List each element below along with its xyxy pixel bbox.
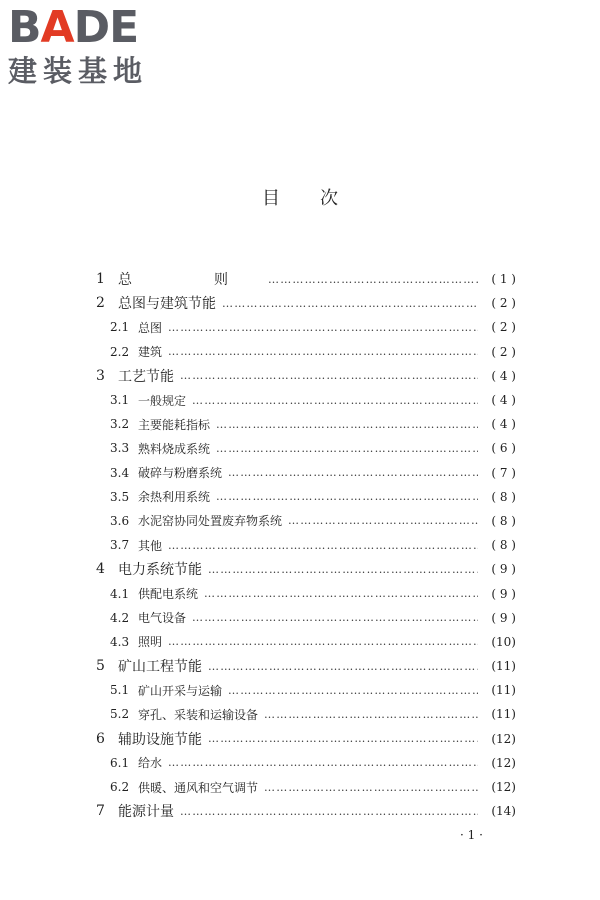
- toc-label: 其他: [138, 538, 163, 553]
- toc-label: 工艺节能: [118, 368, 174, 385]
- toc-page: ( 1 ): [491, 272, 516, 287]
- toc-number: 5.1: [110, 683, 130, 698]
- toc-page: (12): [491, 731, 516, 746]
- logo-subtitle: 建装基地: [8, 54, 149, 88]
- toc-page: (12): [491, 780, 516, 795]
- toc-page: ( 9 ): [491, 562, 516, 577]
- toc-label: 总 则: [118, 272, 262, 289]
- page-number: · 1 ·: [460, 828, 483, 842]
- toc-leader-dots: [268, 273, 478, 286]
- toc-number: 2.1: [110, 320, 130, 335]
- toc-number: 6: [96, 730, 105, 747]
- toc-label: 给水: [138, 756, 163, 771]
- toc-label: 电气设备: [138, 611, 187, 626]
- toc-number: 3.3: [110, 441, 130, 456]
- toc-label: 辅助设施节能: [118, 731, 202, 748]
- toc-page: ( 8 ): [491, 538, 516, 553]
- toc-leader-dots: [208, 732, 478, 745]
- toc-number: 3.5: [110, 489, 130, 504]
- toc-leader-dots: [228, 466, 478, 479]
- toc-page: ( 4 ): [491, 417, 516, 432]
- toc-label: 熟料烧成系统: [138, 441, 211, 456]
- toc-leader-dots: [192, 611, 478, 624]
- toc-number: 5: [96, 658, 105, 675]
- toc-number: 6.2: [110, 780, 130, 795]
- toc-entry[interactable]: [96, 412, 516, 436]
- toc-page: ( 2 ): [491, 320, 516, 335]
- toc-number: 3: [96, 367, 105, 384]
- toc-entry[interactable]: [96, 388, 516, 412]
- toc-leader-dots: [208, 563, 478, 576]
- toc-entry[interactable]: [96, 267, 516, 291]
- toc-page: (11): [491, 707, 516, 722]
- toc-entry[interactable]: [96, 485, 516, 509]
- toc-page: ( 8 ): [491, 489, 516, 504]
- toc-leader-dots: [180, 805, 478, 818]
- toc-entry[interactable]: [96, 775, 516, 799]
- toc-page: ( 7 ): [491, 465, 516, 480]
- toc-entry[interactable]: [96, 654, 516, 678]
- toc-number: 3.6: [110, 513, 130, 528]
- toc-label: 矿山开采与运输: [138, 683, 223, 698]
- toc-page: (12): [491, 755, 516, 770]
- toc-entry[interactable]: [96, 799, 516, 823]
- toc-leader-dots: [168, 345, 478, 358]
- toc-entry[interactable]: [96, 315, 516, 339]
- toc-entry[interactable]: [96, 751, 516, 775]
- toc-label: 穿孔、采装和运输设备: [138, 707, 259, 722]
- bade-logo: [8, 2, 178, 96]
- toc-label: 电力系统节能: [118, 562, 202, 579]
- toc-page: ( 9 ): [491, 586, 516, 601]
- toc-entry[interactable]: [96, 509, 516, 533]
- toc-leader-dots: [288, 514, 478, 527]
- toc-label: 建筑: [138, 345, 163, 360]
- toc-number: 2: [96, 295, 105, 312]
- table-of-contents: [96, 267, 516, 823]
- toc-label: 总图与建筑节能: [118, 296, 216, 313]
- toc-page: ( 2 ): [491, 344, 516, 359]
- toc-number: 3.7: [110, 538, 130, 553]
- toc-page: ( 4 ): [491, 368, 516, 383]
- toc-number: 3.2: [110, 417, 130, 432]
- toc-entry[interactable]: [96, 364, 516, 388]
- toc-entry[interactable]: [96, 436, 516, 460]
- toc-label: 主要能耗指标: [138, 417, 211, 432]
- toc-leader-dots: [222, 297, 478, 310]
- toc-number: 6.1: [110, 755, 130, 770]
- toc-entry[interactable]: [96, 630, 516, 654]
- toc-entry[interactable]: [96, 291, 516, 315]
- page-title: 目次: [262, 188, 378, 209]
- toc-entry[interactable]: [96, 727, 516, 751]
- toc-label: 供配电系统: [138, 587, 199, 602]
- toc-label: 照明: [138, 635, 163, 650]
- toc-label: 一般规定: [138, 393, 187, 408]
- toc-leader-dots: [168, 539, 478, 552]
- toc-entry[interactable]: [96, 581, 516, 605]
- toc-leader-dots: [168, 635, 478, 648]
- toc-entry[interactable]: [96, 340, 516, 364]
- toc-page: ( 8 ): [491, 513, 516, 528]
- toc-label: 总图: [138, 320, 163, 335]
- toc-entry[interactable]: [96, 533, 516, 557]
- toc-leader-dots: [216, 490, 478, 503]
- toc-page: (11): [491, 683, 516, 698]
- toc-number: 2.2: [110, 344, 130, 359]
- toc-label: 余热利用系统: [138, 490, 211, 505]
- toc-number: 3.1: [110, 393, 130, 408]
- toc-number: 1: [96, 271, 105, 288]
- toc-page: (11): [491, 659, 516, 674]
- toc-number: 7: [96, 803, 105, 820]
- toc-leader-dots: [180, 369, 478, 382]
- toc-number: 4.2: [110, 610, 130, 625]
- toc-label: 能源计量: [118, 804, 174, 821]
- toc-page: ( 9 ): [491, 610, 516, 625]
- toc-leader-dots: [216, 418, 478, 431]
- toc-leader-dots: [208, 660, 478, 673]
- toc-leader-dots: [216, 442, 478, 455]
- toc-entry[interactable]: [96, 702, 516, 726]
- toc-entry[interactable]: [96, 678, 516, 702]
- toc-leader-dots: [168, 756, 478, 769]
- toc-number: 5.2: [110, 707, 130, 722]
- toc-leader-dots: [192, 394, 478, 407]
- toc-entry[interactable]: [96, 557, 516, 581]
- toc-page: (10): [491, 634, 516, 649]
- toc-label: 供暖、通风和空气调节: [138, 780, 259, 795]
- toc-entry[interactable]: [96, 606, 516, 630]
- toc-number: 4.1: [110, 586, 130, 601]
- toc-label: 破碎与粉磨系统: [138, 466, 223, 481]
- toc-page: ( 6 ): [491, 441, 516, 456]
- toc-leader-dots: [264, 708, 478, 721]
- toc-label: 水泥窑协同处置废弃物系统: [138, 514, 283, 529]
- toc-number: 3.4: [110, 465, 130, 480]
- toc-entry[interactable]: [96, 461, 516, 485]
- toc-page: ( 4 ): [491, 393, 516, 408]
- toc-leader-dots: [264, 781, 478, 794]
- toc-page: ( 2 ): [491, 296, 516, 311]
- toc-page: (14): [491, 804, 516, 819]
- toc-leader-dots: [168, 321, 478, 334]
- toc-number: 4.3: [110, 634, 130, 649]
- toc-leader-dots: [228, 684, 478, 697]
- toc-leader-dots: [204, 587, 478, 600]
- logo-wordmark: BADE: [8, 2, 139, 53]
- toc-label: 矿山工程节能: [118, 659, 202, 676]
- toc-number: 4: [96, 561, 105, 578]
